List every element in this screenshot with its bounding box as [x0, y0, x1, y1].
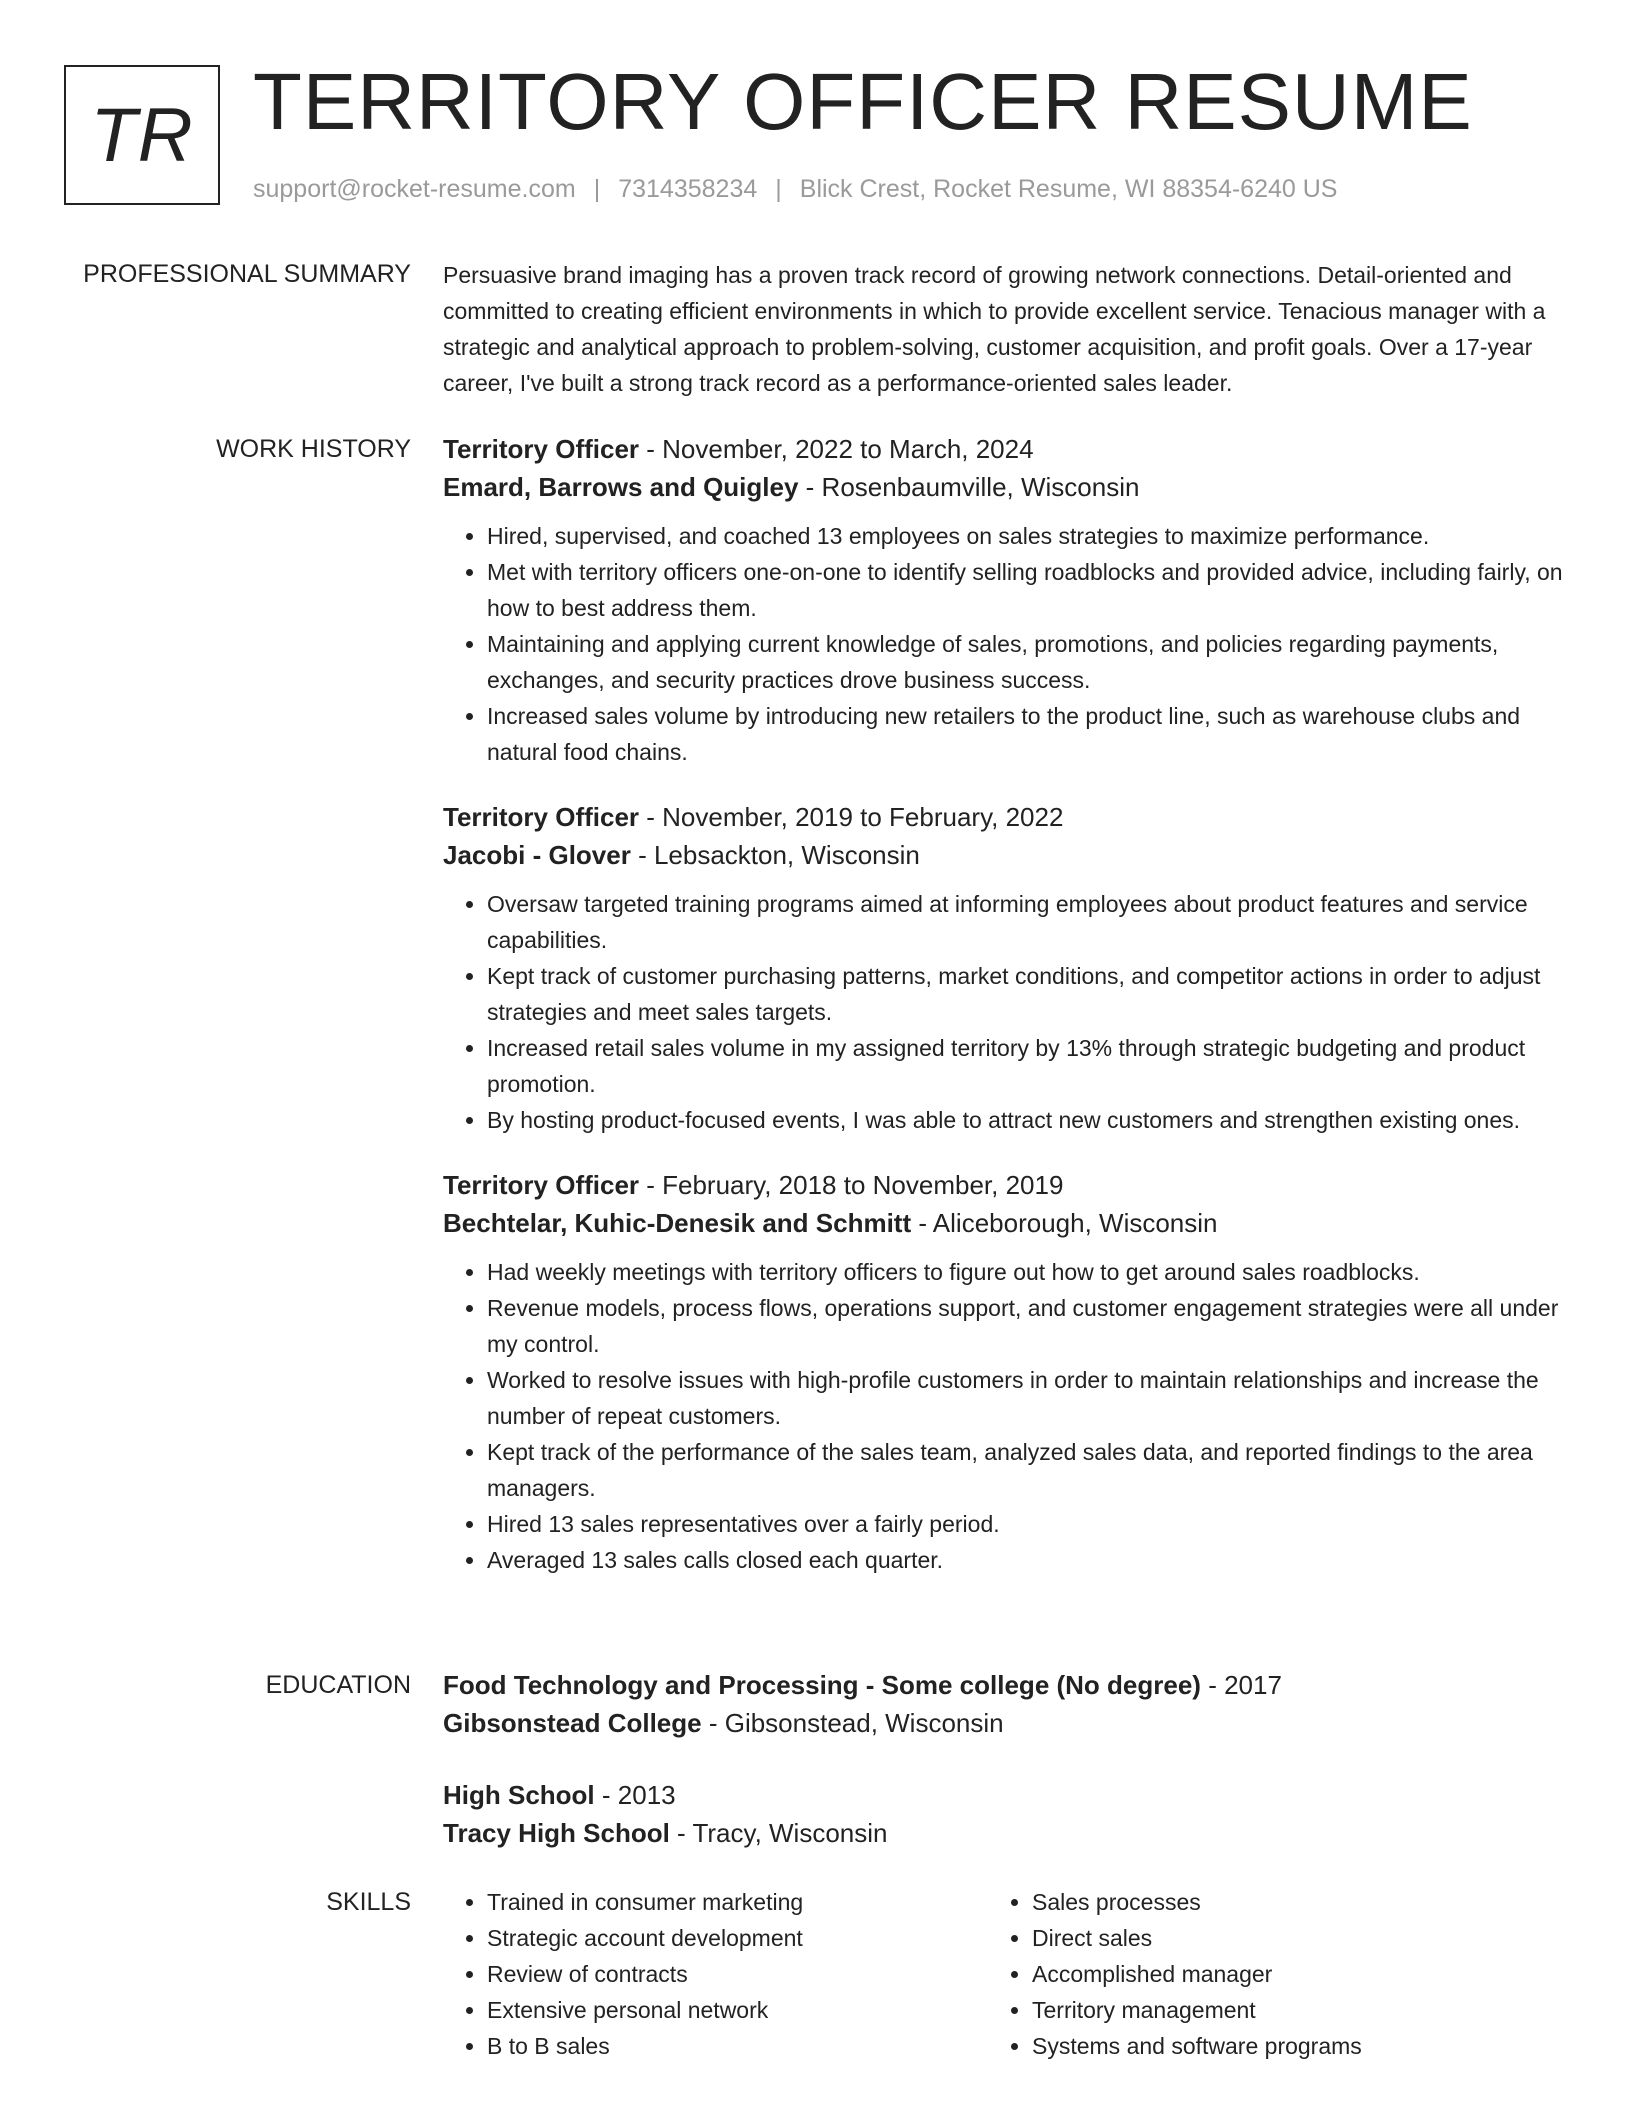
skill-item: • Sales processes	[1032, 1884, 1533, 1920]
job-bullet: • Revenue models, process flows, operations support, and customer engagement strategies were all under my control.	[487, 1290, 1563, 1362]
job-bullets	[443, 518, 1563, 770]
work-history-body	[443, 430, 1563, 1606]
job-company-line	[443, 1204, 1563, 1242]
section-label-education: EDUCATION	[265, 1671, 411, 1699]
education-year: - 2017	[1200, 1670, 1282, 1700]
contact-separator: |	[593, 175, 601, 203]
section-label-work-history: WORK HISTORY	[216, 435, 411, 463]
job-bullet: • Hired, supervised, and coached 13 employees on sales strategies to maximize performance.	[487, 518, 1563, 554]
job-title-line	[443, 430, 1563, 468]
education-location: - Gibsonstead, Wisconsin	[701, 1708, 1004, 1738]
job-bullet: • Increased retail sales volume in my assigned territory by 13% through strategic budgeting and product promotion.	[487, 1030, 1563, 1102]
section-label-summary: PROFESSIONAL SUMMARY	[83, 260, 411, 288]
section-label-skills: SKILLS	[326, 1888, 411, 1916]
job-bullet: • Met with territory officers one-on-one to identify selling roadblocks and provided advice, including fairly, on how to best address them.	[487, 554, 1563, 626]
skill-item: • Territory management	[1032, 1992, 1533, 2028]
education-school-line	[443, 1704, 1563, 1742]
job-entry	[443, 430, 1563, 770]
job-title: Territory Officer	[443, 802, 640, 832]
job-title: Territory Officer	[443, 1170, 640, 1200]
skill-item: • B to B sales	[487, 2028, 988, 2064]
monogram-box	[64, 65, 220, 205]
job-company-line	[443, 468, 1563, 506]
job-dates: - February, 2018 to November, 2019	[639, 1170, 1064, 1200]
job-location: - Rosenbaumville, Wisconsin	[798, 472, 1140, 502]
job-bullet: • Oversaw targeted training programs aimed at informing employees about product features and service capabilities.	[487, 886, 1563, 958]
job-company: Bechtelar, Kuhic-Denesik and Schmitt	[443, 1208, 912, 1238]
job-dates: - November, 2019 to February, 2022	[639, 802, 1064, 832]
education-school: Gibsonstead College	[443, 1708, 702, 1738]
skill-item: • Accomplished manager	[1032, 1956, 1533, 1992]
skill-item: • Strategic account development	[487, 1920, 988, 1956]
education-degree: Food Technology and Processing - Some college (No degree)	[443, 1670, 1201, 1700]
job-bullet: • Increased sales volume by introducing new retailers to the product line, such as warehouse clubs and natural food chains.	[487, 698, 1563, 770]
contact-line	[253, 170, 1337, 208]
education-entry	[443, 1776, 1563, 1852]
job-bullets	[443, 886, 1563, 1138]
job-company: Emard, Barrows and Quigley	[443, 472, 799, 502]
contact-email: support@rocket-resume.com	[253, 175, 576, 203]
job-title: Territory Officer	[443, 434, 640, 464]
job-bullet: • Had weekly meetings with territory officers to figure out how to get around sales roadblocks.	[487, 1254, 1563, 1290]
skills-list-left	[443, 1884, 988, 2064]
education-school-line	[443, 1814, 1563, 1852]
skill-item: • Trained in consumer marketing	[487, 1884, 988, 1920]
education-entry	[443, 1666, 1563, 1742]
skill-item: • Systems and software programs	[1032, 2028, 1533, 2064]
job-location: - Lebsackton, Wisconsin	[630, 840, 920, 870]
job-bullet: • Kept track of customer purchasing patterns, market conditions, and competitor actions in order to adjust strategies and meet sales targets.	[487, 958, 1563, 1030]
education-body	[443, 1666, 1563, 1886]
skill-item: • Review of contracts	[487, 1956, 988, 1992]
job-bullet: • Maintaining and applying current knowledge of sales, promotions, and policies regarding payments, exchanges, and security practices drove business success.	[487, 626, 1563, 698]
job-entry	[443, 798, 1563, 1138]
skills-list-right	[988, 1884, 1533, 2064]
skills-body	[443, 1884, 1563, 2064]
skills-columns	[443, 1884, 1563, 2064]
education-degree-line	[443, 1776, 1563, 1814]
resume-title: TERRITORY OFFICER RESUME	[253, 57, 1473, 146]
skill-item: • Extensive personal network	[487, 1992, 988, 2028]
job-bullet: • By hosting product-focused events, I was able to attract new customers and strengthen existing ones.	[487, 1102, 1563, 1138]
job-dates: - November, 2022 to March, 2024	[639, 434, 1034, 464]
job-company: Jacobi - Glover	[443, 840, 631, 870]
job-entry	[443, 1166, 1563, 1578]
job-title-line	[443, 1166, 1563, 1204]
summary-body	[443, 257, 1563, 401]
job-company-line	[443, 836, 1563, 874]
contact-separator: |	[775, 175, 782, 203]
skill-item: • Direct sales	[1032, 1920, 1533, 1956]
monogram-initials: TR	[90, 92, 194, 178]
job-location: - Aliceborough, Wisconsin	[911, 1208, 1218, 1238]
education-location: - Tracy, Wisconsin	[669, 1818, 888, 1848]
education-degree: High School	[443, 1780, 595, 1810]
education-degree-line	[443, 1666, 1563, 1704]
contact-phone: 7314358234	[618, 175, 758, 203]
summary-text: Persuasive brand imaging has a proven track record of growing network connections. Detail-oriented and committed to creating efficient environments in which to provide excellent service. Tenacious manager with a strategic and analytical approach to problem-solving, customer acquisition, and profit goals. Over a 17-year career, I've built a strong track record as a performance-oriented sales leader.	[443, 262, 1546, 396]
job-title-line	[443, 798, 1563, 836]
education-school: Tracy High School	[443, 1818, 670, 1848]
job-bullets	[443, 1254, 1563, 1578]
job-bullet: • Averaged 13 sales calls closed each quarter.	[487, 1542, 1563, 1578]
job-bullet: • Hired 13 sales representatives over a fairly period.	[487, 1506, 1563, 1542]
job-bullet: • Worked to resolve issues with high-profile customers in order to maintain relationships and increase the number of repeat customers.	[487, 1362, 1563, 1434]
contact-address: Blick Crest, Rocket Resume, WI 88354-6240 US	[799, 175, 1338, 203]
job-bullet: • Kept track of the performance of the sales team, analyzed sales data, and reported findings to the area managers.	[487, 1434, 1563, 1506]
education-year: - 2013	[594, 1780, 676, 1810]
